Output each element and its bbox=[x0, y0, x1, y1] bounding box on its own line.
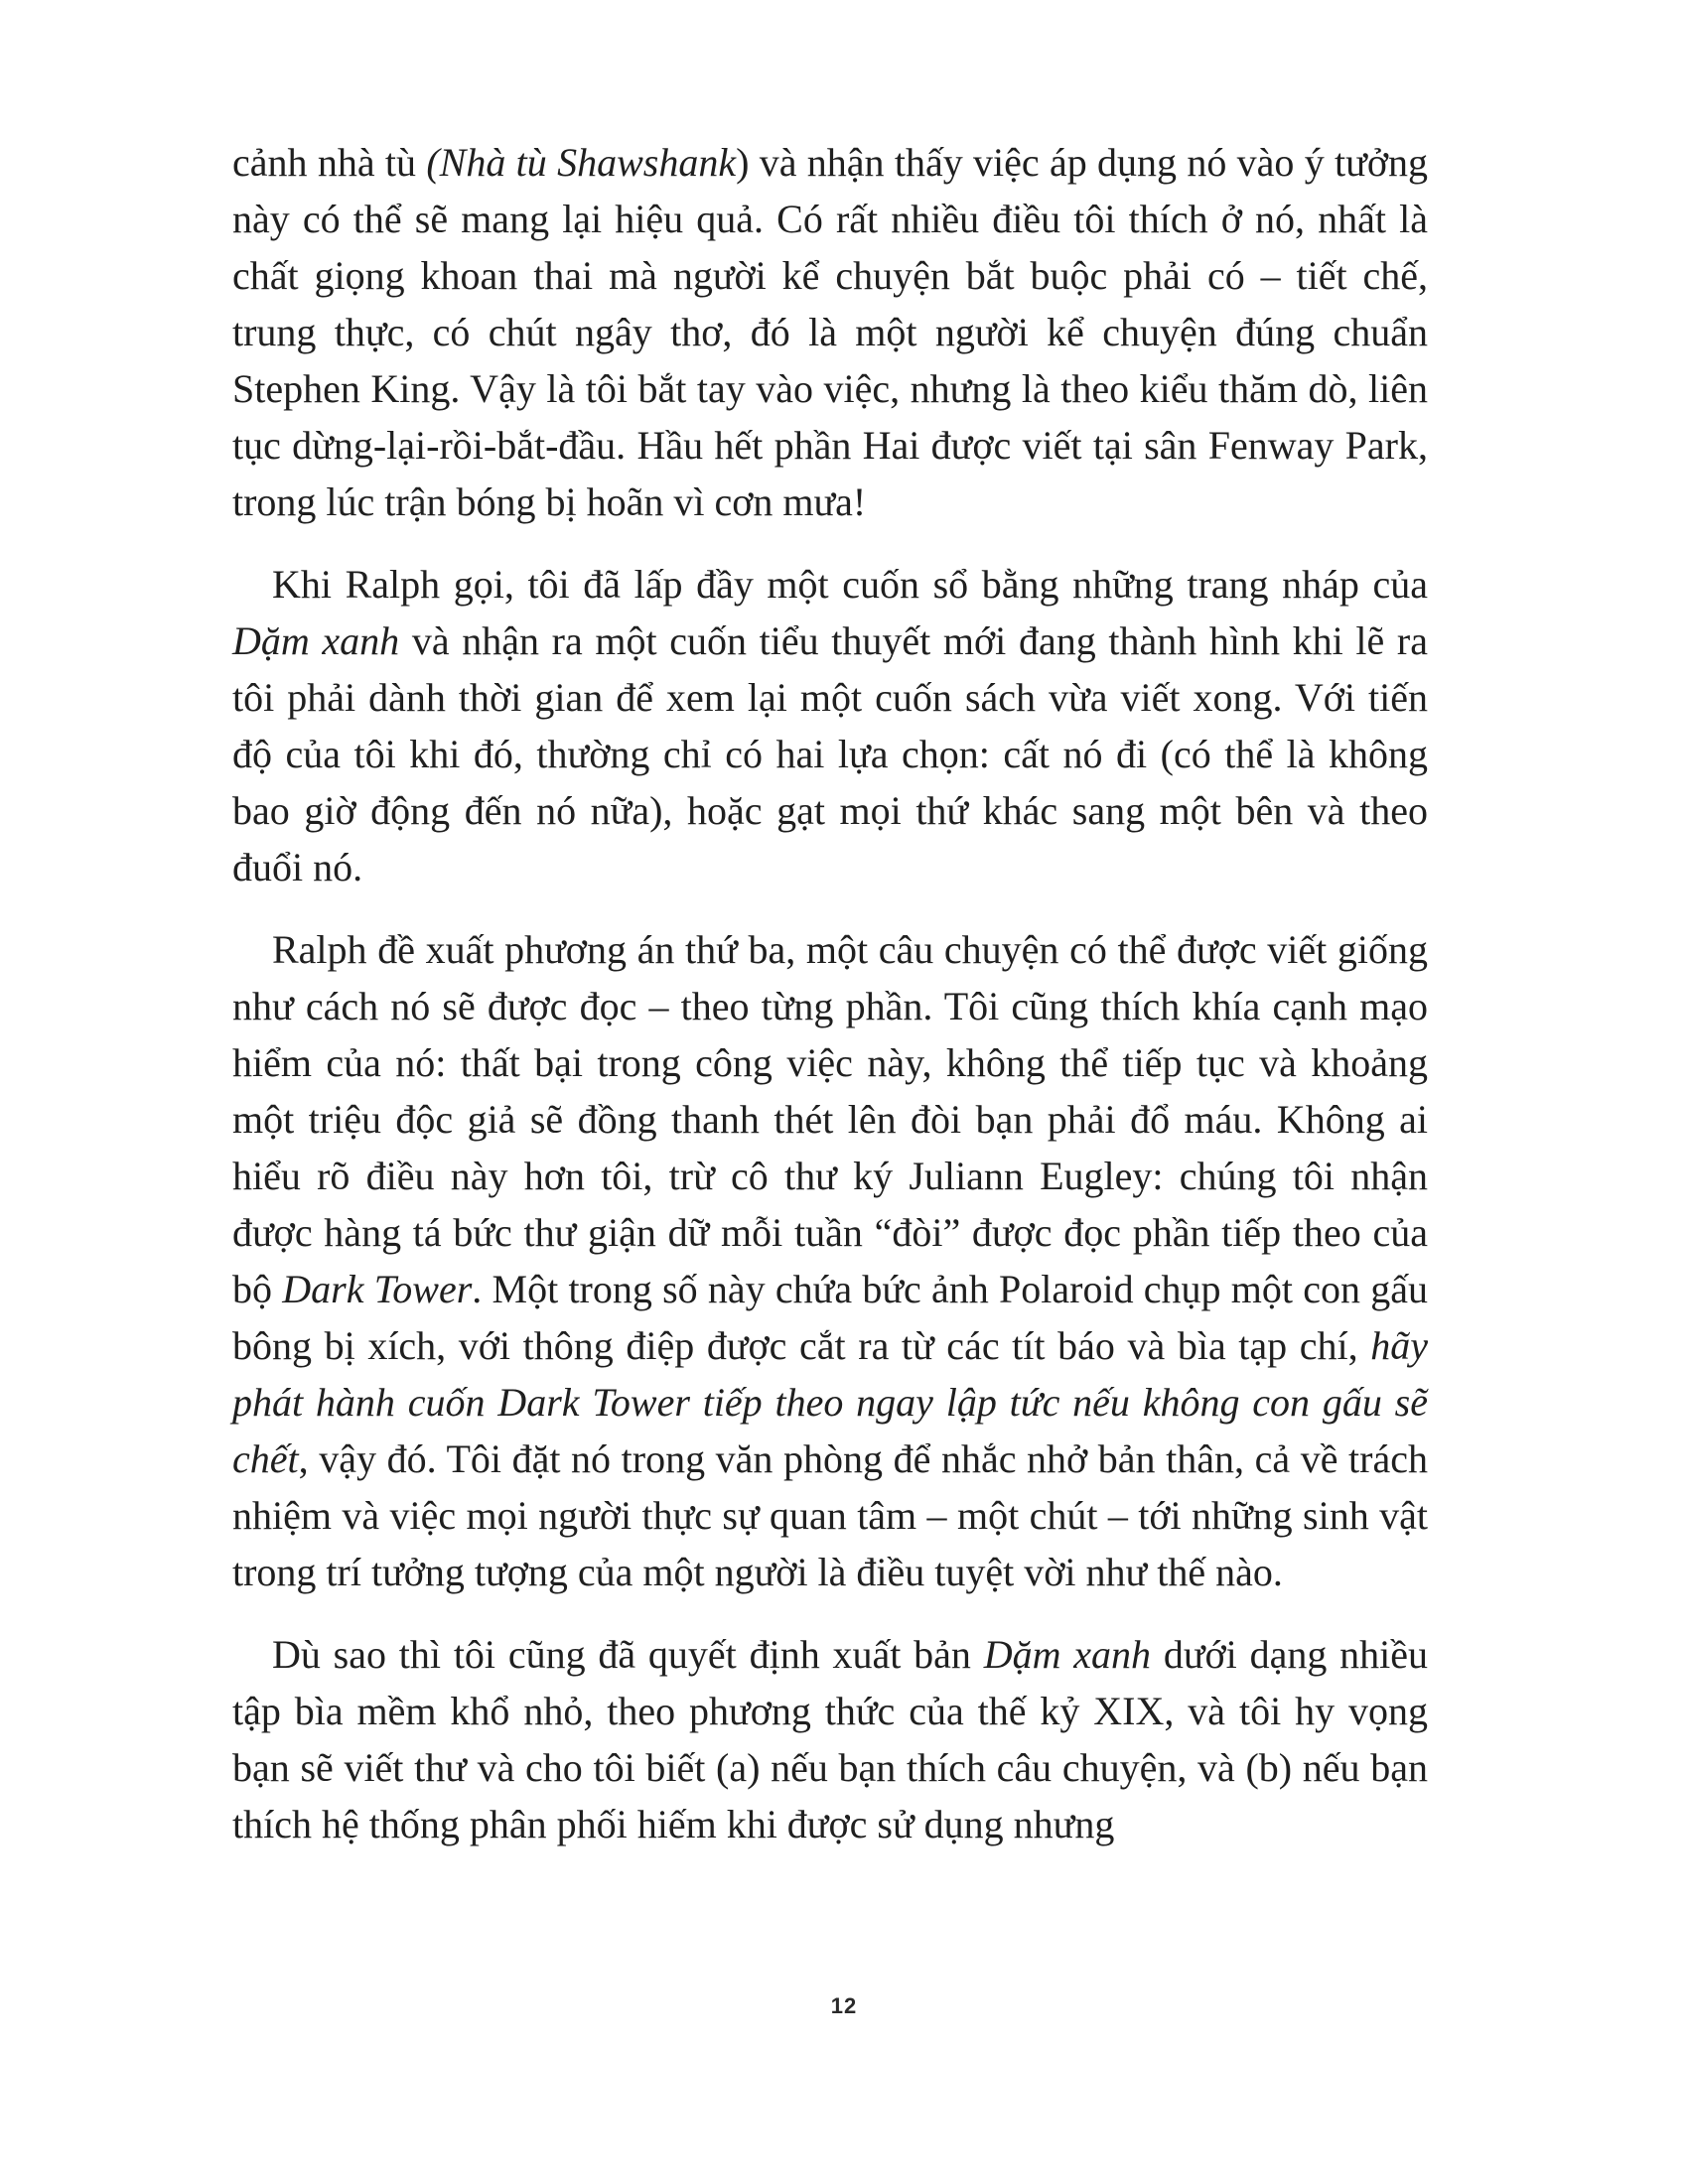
ransom-note-quote: hãy phát hành cuốn Dark Tower tiếp theo ngay lập tức nếu không con gấu sẽ chết bbox=[232, 1323, 1428, 1481]
body-text bbox=[232, 134, 1428, 1878]
paragraph-4 bbox=[232, 1626, 1428, 1852]
paragraph-4-text: Dù sao thì tôi cũng đã quyết định xuất bản bbox=[272, 1632, 984, 1677]
paragraph-3-text-end: , vậy đó. Tôi đặt nó trong văn phòng để nhắc nhở bản thân, cả về trách nhiệm và việc mọi người thực sự quan tâm – một chút – tới những sinh vật trong trí tưởng tượng của một người là điều tuyệt vời như thế nào. bbox=[232, 1436, 1428, 1594]
paragraph-1-text-cont: ) và nhận thấy việc áp dụng nó vào ý tưởng này có thể sẽ mang lại hiệu quả. Có rất nhiều điều tôi thích ở nó, nhất là chất giọng khoan thai mà người kể chuyện bắt buộc phải có – tiết chế, trung thực, có chút ngây thơ, đó là một người kể chuyện đúng chuẩn Stephen King. Vậy là tôi bắt tay vào việc, nhưng là theo kiểu thăm dò, liên tục dừng-lại-rồi-bắt-đầu. Hầu hết phần Hai được viết tại sân Fenway Park, trong lúc trận bóng bị hoãn vì cơn mưa! bbox=[232, 140, 1428, 524]
paragraph-2-text-cont: và nhận ra một cuốn tiểu thuyết mới đang thành hình khi lẽ ra tôi phải dành thời gian để xem lại một cuốn sách vừa viết xong. Với tiến độ của tôi khi đó, thường chỉ có hai lựa chọn: cất nó đi (có thể là không bao giờ động đến nó nữa), hoặc gạt mọi thứ khác sang một bên và theo đuổi nó. bbox=[232, 618, 1428, 889]
book-title-dam-xanh: Dặm xanh bbox=[232, 618, 400, 663]
paragraph-2-text: Khi Ralph gọi, tôi đã lấp đầy một cuốn sổ bằng những trang nháp của bbox=[272, 562, 1428, 607]
book-title-shawshank: (Nhà tù Shawshank bbox=[426, 140, 737, 185]
paragraph-3-text: Ralph đề xuất phương án thứ ba, một câu chuyện có thể được viết giống như cách nó sẽ được đọc – theo từng phần. Tôi cũng thích khía cạnh mạo hiểm của nó: thất bại trong công việc này, không thể tiếp tục và khoảng một triệu độc giả sẽ đồng thanh thét lên đòi bạn phải đổ máu. Không ai hiểu rõ điều này hơn tôi, trừ cô thư ký Juliann Eugley: chúng tôi nhận được hàng tá bức thư giận dữ mỗi tuần “đòi” được đọc phần tiếp theo của bộ bbox=[232, 927, 1428, 1311]
book-title-dark-tower: Dark Tower bbox=[282, 1267, 473, 1311]
paragraph-3 bbox=[232, 921, 1428, 1600]
paragraph-2 bbox=[232, 556, 1428, 895]
paragraph-4-text-cont: dưới dạng nhiều tập bìa mềm khổ nhỏ, theo phương thức của thế kỷ XIX, và tôi hy vọng bạn sẽ viết thư và cho tôi biết (a) nếu bạn thích câu chuyện, và (b) nếu bạn thích hệ thống phân phối hiếm khi được sử dụng nhưng bbox=[232, 1632, 1428, 1846]
paragraph-1-text: cảnh nhà tù bbox=[232, 140, 427, 185]
paragraph-3-text-cont: . Một trong số này chứa bức ảnh Polaroid chụp một con gấu bông bị xích, với thông điệp được cắt ra từ các tít báo và bìa tạp chí, bbox=[232, 1267, 1429, 1368]
paragraph-1 bbox=[232, 134, 1428, 530]
book-title-dam-xanh-2: Dặm xanh bbox=[983, 1632, 1152, 1677]
page-number: 12 bbox=[830, 1993, 858, 2018]
